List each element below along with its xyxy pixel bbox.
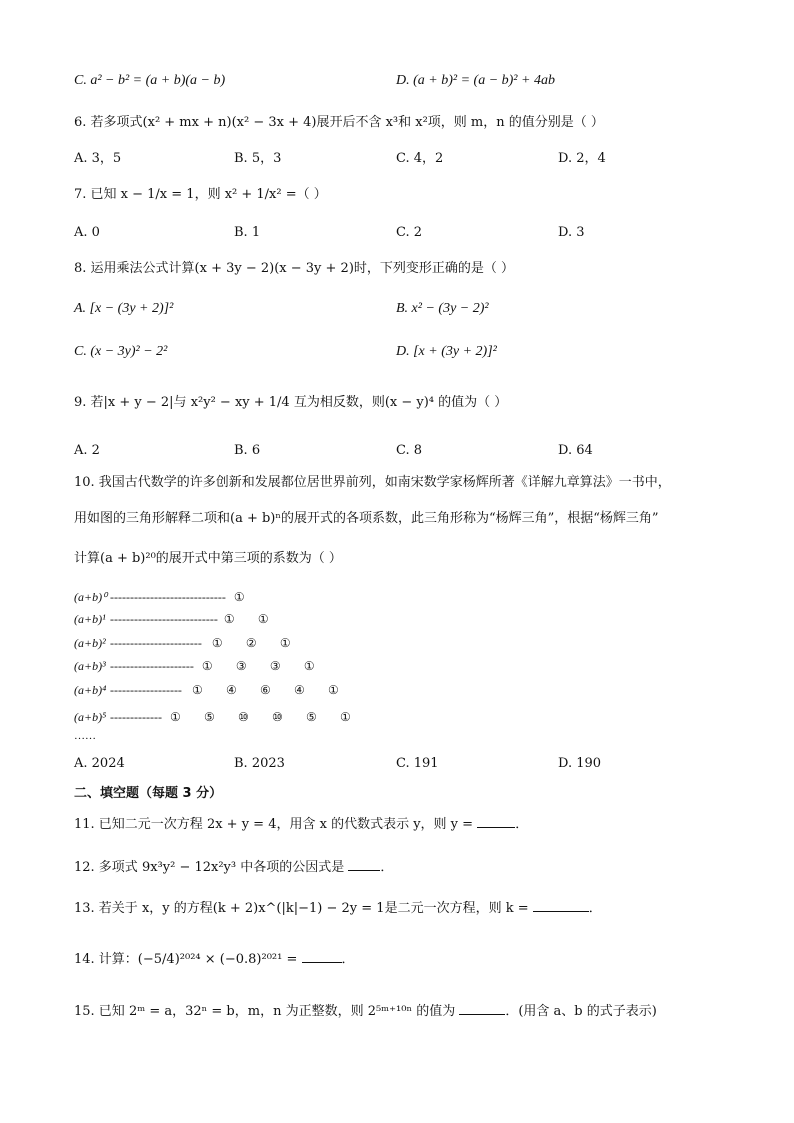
q10-option-c: C. 191	[396, 756, 439, 771]
coefficient: ⑩	[271, 710, 283, 724]
q6-option-a: A. 3，5	[74, 151, 122, 166]
q9-option-c: C. 8	[396, 443, 423, 458]
q10-stem-line3: 计算(a + b)²⁰的展开式中第三项的系数为（ ）	[74, 551, 342, 566]
coefficient: ①	[223, 612, 235, 626]
q9-option-b: B. 6	[234, 443, 261, 458]
q6-option-c: C. 4，2	[396, 151, 444, 166]
triangle-row	[74, 659, 338, 674]
coefficient: ①	[233, 590, 245, 604]
row-label: (a+b)⁵	[74, 710, 107, 724]
triangle-row	[74, 683, 362, 698]
q12-line	[74, 858, 393, 877]
q8-option-d: D. [x + (3y + 2)]²	[396, 344, 497, 359]
q7-stem: 7. 已知 x − 1/x = 1，则 x² + 1/x² =（ ）	[74, 187, 327, 202]
coefficient: ①	[327, 683, 339, 697]
period: ．	[341, 952, 355, 967]
q8-option-c: C. (x − 3y)² − 2²	[74, 344, 168, 359]
coefficient: ⑩	[237, 710, 249, 724]
row-dashes: ------------------	[110, 683, 182, 697]
row-label: (a+b)²	[74, 636, 106, 650]
period: ．	[380, 860, 394, 875]
q12-stem: 12. 多项式 9x³y² − 12x²y³ 中各项的公因式是	[74, 860, 345, 875]
coefficient: ⑥	[259, 683, 271, 697]
row-dashes: ---------------------------	[110, 612, 218, 626]
triangle-row	[74, 710, 374, 725]
coefficient: ①	[191, 683, 203, 697]
row-dashes: -----------------------	[110, 636, 202, 650]
q15-line	[74, 1002, 657, 1021]
q7-option-a: A. 0	[74, 225, 100, 240]
coefficient: ③	[235, 659, 247, 673]
answer-blank[interactable]	[302, 950, 342, 963]
coefficient: ①	[211, 636, 223, 650]
q14-line	[74, 950, 355, 969]
coefficient: ①	[201, 659, 213, 673]
q9-stem: 9. 若|x + y − 2|与 x²y² − xy + 1/4 互为相反数，则(x − y)⁴ 的值为（ ）	[74, 395, 508, 410]
coefficient: ①	[279, 636, 291, 650]
q6-stem: 6. 若多项式(x² + mx + n)(x² − 3x + 4)展开后不含 x³和 x²项，则 m，n 的值分别是（ ）	[74, 115, 604, 130]
q7-option-c: C. 2	[396, 225, 423, 240]
q10-stem-line2: 用如图的三角形解释二项和(a + b)ⁿ的展开式的各项系数，此三角形称为“杨辉三角”，根据“杨辉三角”	[74, 511, 659, 526]
coefficient: ⑤	[203, 710, 215, 724]
q9-option-a: A. 2	[74, 443, 100, 458]
q7-option-b: B. 1	[234, 225, 261, 240]
answer-blank[interactable]	[348, 858, 380, 871]
row-dashes: ---------------------	[110, 659, 194, 673]
answer-blank[interactable]	[477, 815, 515, 828]
q13-stem: 13. 若关于 x，y 的方程(k + 2)x^(|k|−1) − 2y = 1是二元一次方程，则 k =	[74, 901, 529, 916]
triangle-row	[74, 590, 268, 605]
q5-option-c: C. a² − b² = (a + b)(a − b)	[74, 73, 226, 88]
coefficient: ①	[339, 710, 351, 724]
q8-option-a: A. [x − (3y + 2)]²	[74, 301, 174, 316]
q14-stem: 14. 计算：(−5/4)²⁰²⁴ × (−0.8)²⁰²¹ =	[74, 952, 298, 967]
triangle-row	[74, 612, 292, 627]
q10-option-a: A. 2024	[74, 756, 125, 771]
coefficient: ②	[245, 636, 257, 650]
q5-option-d: D. (a + b)² = (a − b)² + 4ab	[396, 73, 555, 88]
row-label: (a+b)³	[74, 659, 106, 673]
row-dashes: -------------	[110, 710, 162, 724]
q6-option-b: B. 5，3	[234, 151, 282, 166]
row-dashes: -----------------------------	[110, 590, 226, 604]
q15-tail: ．(用含 a、b 的式子表示)	[505, 1004, 657, 1019]
q11-stem: 11. 已知二元一次方程 2x + y = 4，用含 x 的代数式表示 y，则 y =	[74, 817, 474, 832]
period: ．	[515, 817, 529, 832]
q10-option-b: B. 2023	[234, 756, 285, 771]
q8-option-b: B. x² − (3y − 2)²	[396, 301, 489, 316]
q15-stem: 15. 已知 2ᵐ = a，32ⁿ = b，m，n 为正整数，则 2⁵ᵐ⁺¹⁰ⁿ 的值为	[74, 1004, 456, 1019]
coefficient: ①	[303, 659, 315, 673]
row-label: (a+b)⁴	[74, 683, 107, 697]
q13-line	[74, 899, 602, 918]
q10-stem-line1: 10. 我国古代数学的许多创新和发展都位居世界前列，如南宋数学家杨辉所著《详解九章算法》一书中，	[74, 475, 671, 490]
triangle-ellipsis: ……	[74, 730, 96, 742]
answer-blank[interactable]	[459, 1002, 505, 1015]
coefficient: ④	[225, 683, 237, 697]
q6-option-d: D. 2，4	[558, 151, 606, 166]
row-label: (a+b)¹	[74, 612, 106, 626]
q11-line	[74, 815, 528, 834]
section-title: 二、填空题（每题 3 分）	[74, 786, 223, 801]
q10-option-d: D. 190	[558, 756, 602, 771]
q7-option-d: D. 3	[558, 225, 585, 240]
coefficient: ③	[269, 659, 281, 673]
coefficient: ⑤	[305, 710, 317, 724]
triangle-row	[74, 636, 314, 651]
q9-option-d: D. 64	[558, 443, 593, 458]
answer-blank[interactable]	[533, 899, 589, 912]
q8-stem: 8. 运用乘法公式计算(x + 3y − 2)(x − 3y + 2)时，下列变形正确的是（ ）	[74, 261, 515, 276]
period: ．	[588, 901, 602, 916]
coefficient: ①	[257, 612, 269, 626]
coefficient: ①	[169, 710, 181, 724]
row-label: (a+b)⁰	[74, 590, 107, 604]
coefficient: ④	[293, 683, 305, 697]
